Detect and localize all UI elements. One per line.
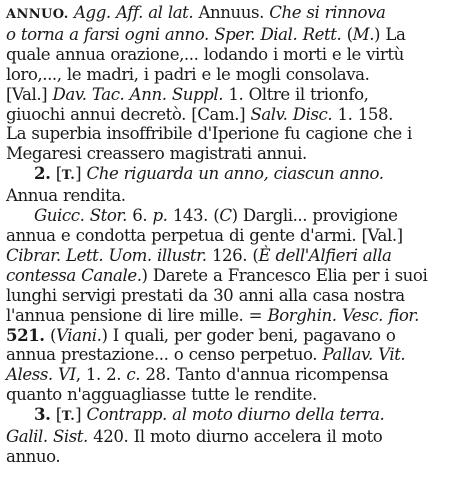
entry-line-13: Cibrar. Lett. Uom. illustr. 126. (È dell'Alfieri alla	[6, 245, 392, 265]
entry-line-16: l'annua pensione di lire mille. = Borghin. Vesc. fior.	[6, 305, 419, 325]
entry-line-22: Galil. Sist. 420. Il moto diurno accelera il moto	[6, 427, 383, 447]
entry-line-2: o torna a farsi ogni anno. Sper. Dial. Rett. (M.) La	[6, 24, 406, 44]
entry-line-7: La superbia insoffribile d'Iperione fu cagione che i	[6, 124, 412, 144]
entry-line-19: Aless. VI, 1. 2. c. 28. Tanto d'annua ricompensa	[6, 365, 389, 385]
entry-line-8: Megaresi creassero magistrati annui.	[6, 144, 307, 164]
entry-line-10: Annua rendita.	[6, 186, 126, 206]
entry-line-21: 3. [T.] Contrapp. al moto diurno della terra.	[34, 404, 385, 425]
entry-line-18: annua prestazione... o censo perpetuo. Pallav. Vit.	[6, 345, 406, 365]
entry-line-4: loro,..., le madri, i padri e le mogli consolava.	[6, 64, 370, 84]
entry-line-3: quale annua orazione,... lodando i morti e le virtù	[6, 44, 404, 64]
headword: ANNUO.	[6, 7, 69, 22]
entry-line-20: quanto n'agguagliasse tutte le rendite.	[6, 385, 317, 405]
entry-line-15: lunghi servigi prestati da 30 anni alla casa nostra	[6, 285, 405, 305]
entry-line-14: contessa Canale.) Darete a Francesco Elia per i suoi	[6, 265, 428, 285]
entry-line-12: annua e condotta perpetua di gente d'armi. [Val.]	[6, 225, 403, 245]
entry-line-9: 2. [T.] Che riguarda un anno, ciascun anno.	[34, 163, 384, 184]
entry-line-6: giuochi annui decretò. [Cam.] Salv. Disc. 1. 158.	[6, 104, 393, 124]
entry-line-5: [Val.] Dav. Tac. Ann. Suppl. 1. Oltre il trionfo,	[6, 84, 369, 104]
entry-line-1: ANNUO. Agg. Aff. al lat. Annuus. Che si rinnova	[6, 3, 386, 22]
dictionary-entry	[6, 3, 468, 467]
entry-line-11: Guicc. Stor. 6. p. 143. (C) Dargli... provigione	[34, 206, 398, 226]
entry-line-17: 521. (Viani.) I quali, per goder beni, pagavano o	[6, 324, 396, 345]
entry-line-23: annuo.	[6, 446, 61, 466]
